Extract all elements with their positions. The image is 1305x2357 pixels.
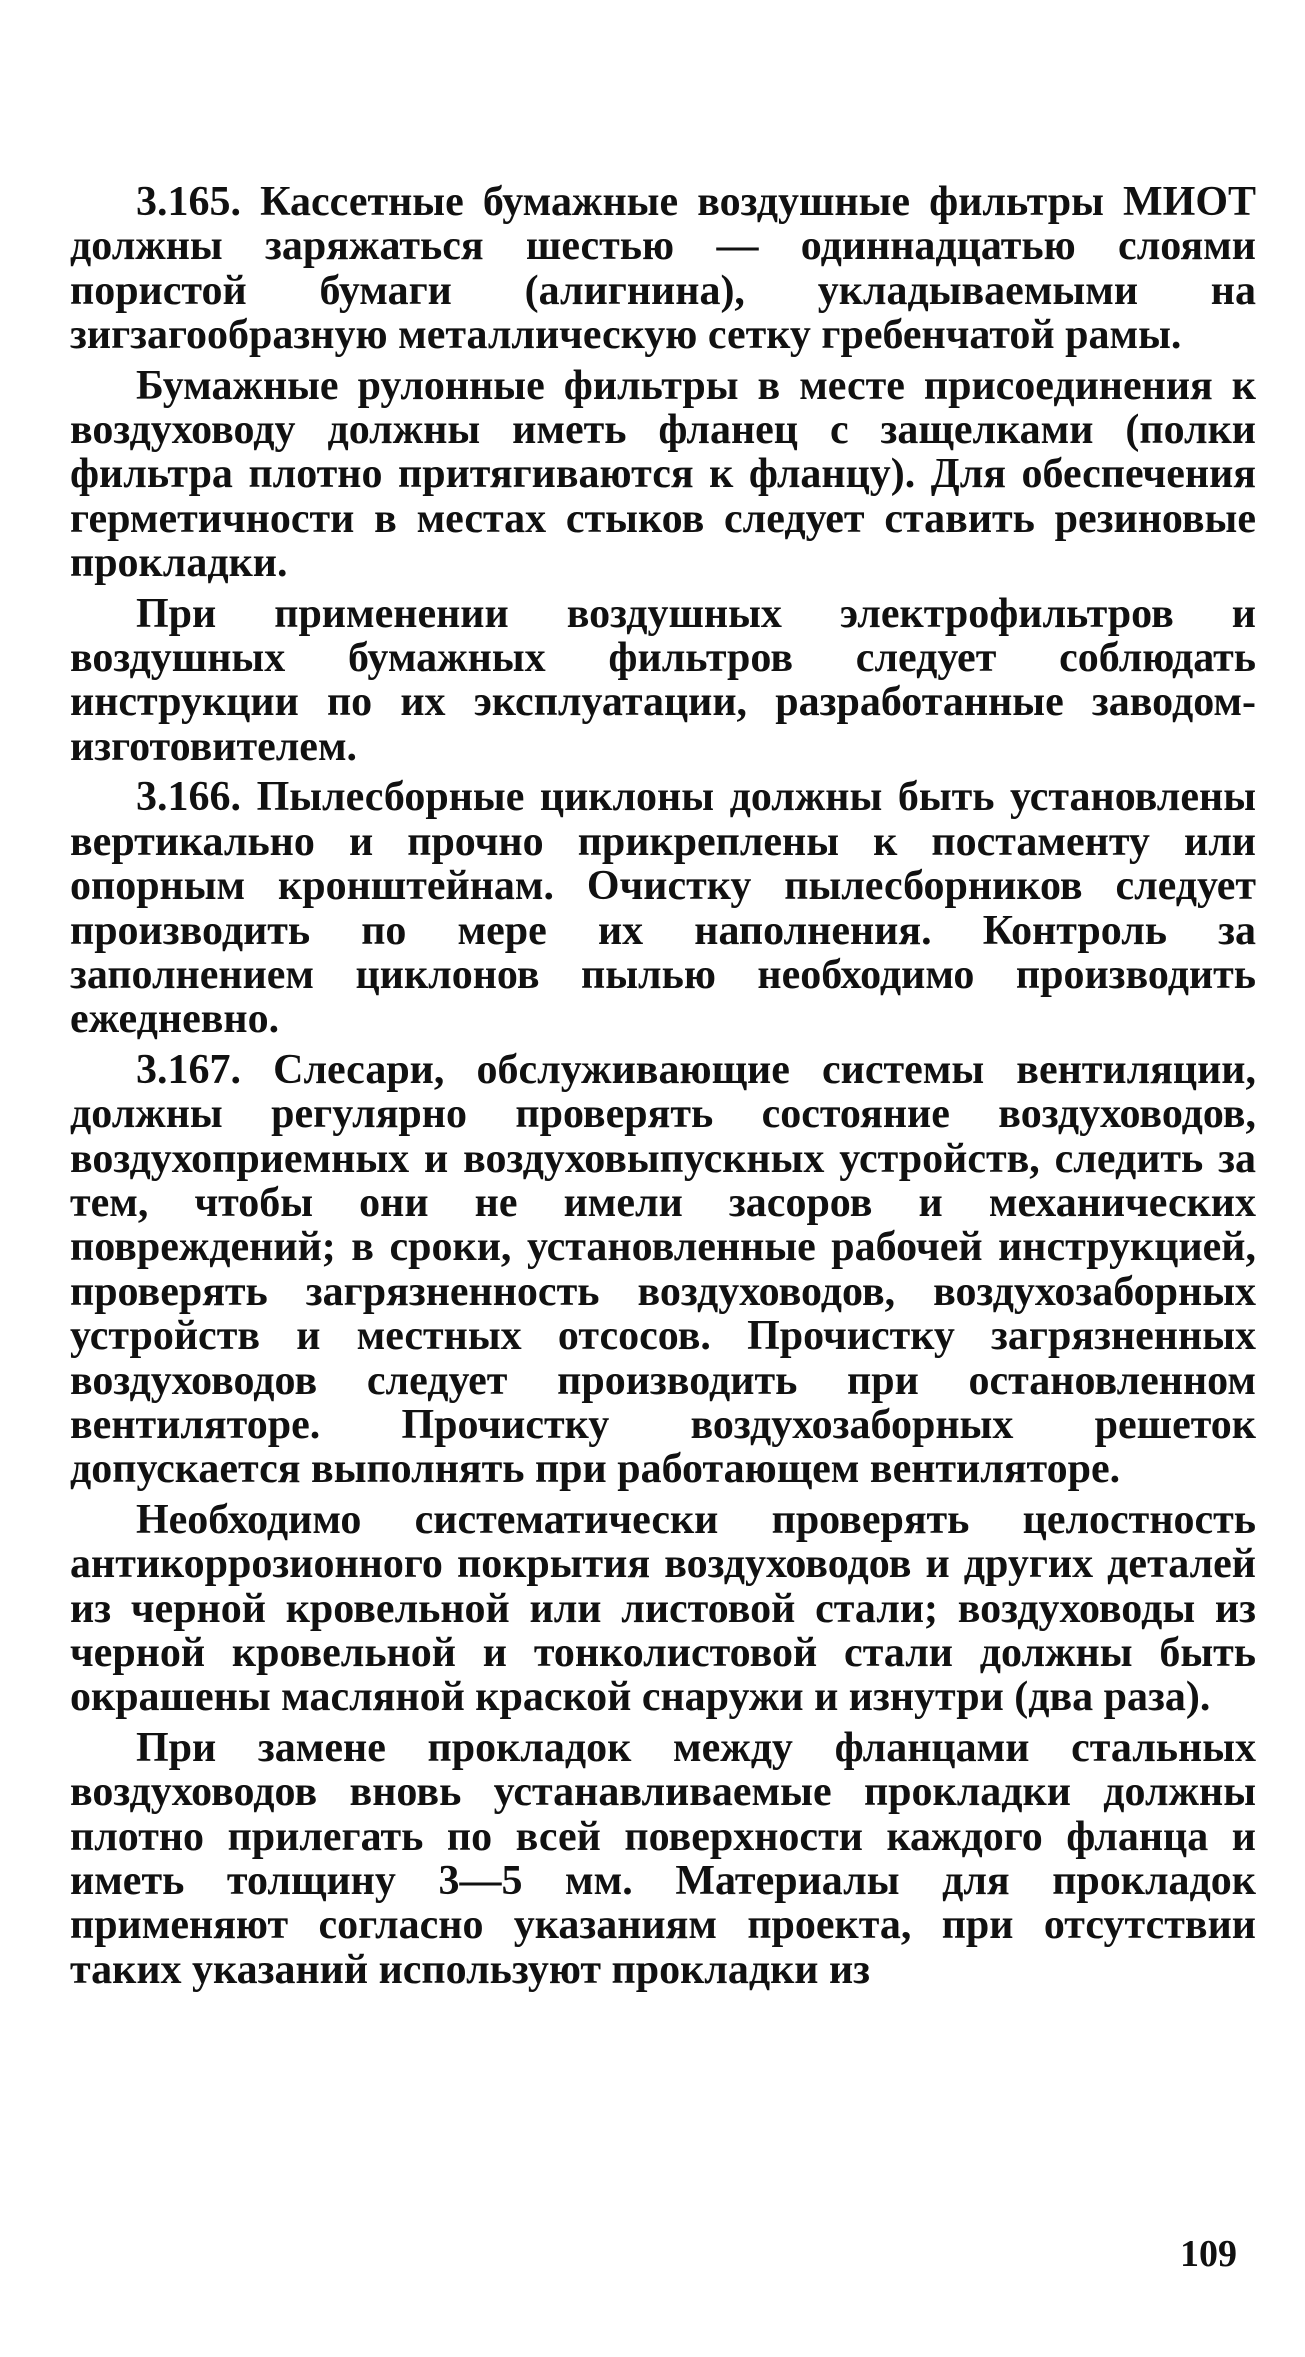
- paragraph-text: При замене прокладок между фланцами стальных воздуховодов вновь устанавливаемые прокладки должны плотно прилегать по всей поверхности каждого фланца и иметь толщину 3—5 мм. Материалы для прокладок применяют согласно указаниям проекта, при отсутствии таких указаний используют прокладки из: [70, 1724, 1256, 1993]
- body-text: [70, 180, 1256, 1998]
- paragraph-text: При применении воздушных электрофильтров и воздушных бумажных фильтров следует соблюдать инструкции по их эксплуатации, разработанные заводом-изготовителем.: [70, 590, 1256, 770]
- page-number: 109: [1180, 2233, 1237, 2275]
- paragraph-text: Слесари, обслуживающие системы вентиляции, должны регулярно проверять состояние воздуховодов, воздухоприемных и воздуховыпускных устройств, следить за тем, чтобы они не имели засоров и механических повреждений; в сроки, установленные рабочей инструкцией, проверять загрязненность воздуховодов, воздухозаборных устройств и местных отсосов. Прочистку загрязненных воздуховодов следует производить при остановленном вентиляторе. Прочистку воздухозаборных решеток допускается выполнять при работающем вентиляторе.: [70, 1046, 1256, 1493]
- clause-number: 3.165.: [136, 179, 241, 225]
- paragraph-roll-filters: [70, 364, 1256, 586]
- paragraph-corrosion: [70, 1498, 1256, 1720]
- paragraph-3-165: [70, 180, 1256, 358]
- paragraph-3-167: [70, 1048, 1256, 1492]
- paragraph-text: Необходимо систематически проверять целостность антикоррозионного покрытия воздуховодов и других деталей из черной кровельной или листовой стали; воздуховоды из черной кровельной и тонколистовой стали должны быть окрашены масляной краской снаружи и изнутри (два раза).: [70, 1496, 1256, 1721]
- paragraph-text: Пылесборные циклоны должны быть установлены вертикально и прочно прикреплены к постаменту или опорным кронштейнам. Очистку пылесборников следует производить по мере их наполнения. Контроль за заполнением циклонов пылью необходимо производить ежедневно.: [70, 774, 1257, 1043]
- paragraph-gaskets: [70, 1726, 1256, 1992]
- clause-number: 3.166.: [136, 774, 241, 821]
- clause-number: 3.167.: [136, 1046, 241, 1093]
- paragraph-text: Кассетные бумажные воздушные фильтры МИОТ должны заряжаться шестью — одиннадцатью слоями пористой бумаги (алигнина), укладываемыми на зигзагообразную металлическую сетку гребенчатой рамы.: [70, 179, 1257, 359]
- paragraph-text: Бумажные рулонные фильтры в месте присоединения к воздуховоду должны иметь фланец с защелками (полки фильтра плотно притягиваются к фланцу). Для обеспечения герметичности в местах стыков следует ставить резиновые прокладки.: [70, 362, 1256, 587]
- paragraph-3-166: [70, 775, 1256, 1041]
- paragraph-electrofilters: [70, 592, 1256, 770]
